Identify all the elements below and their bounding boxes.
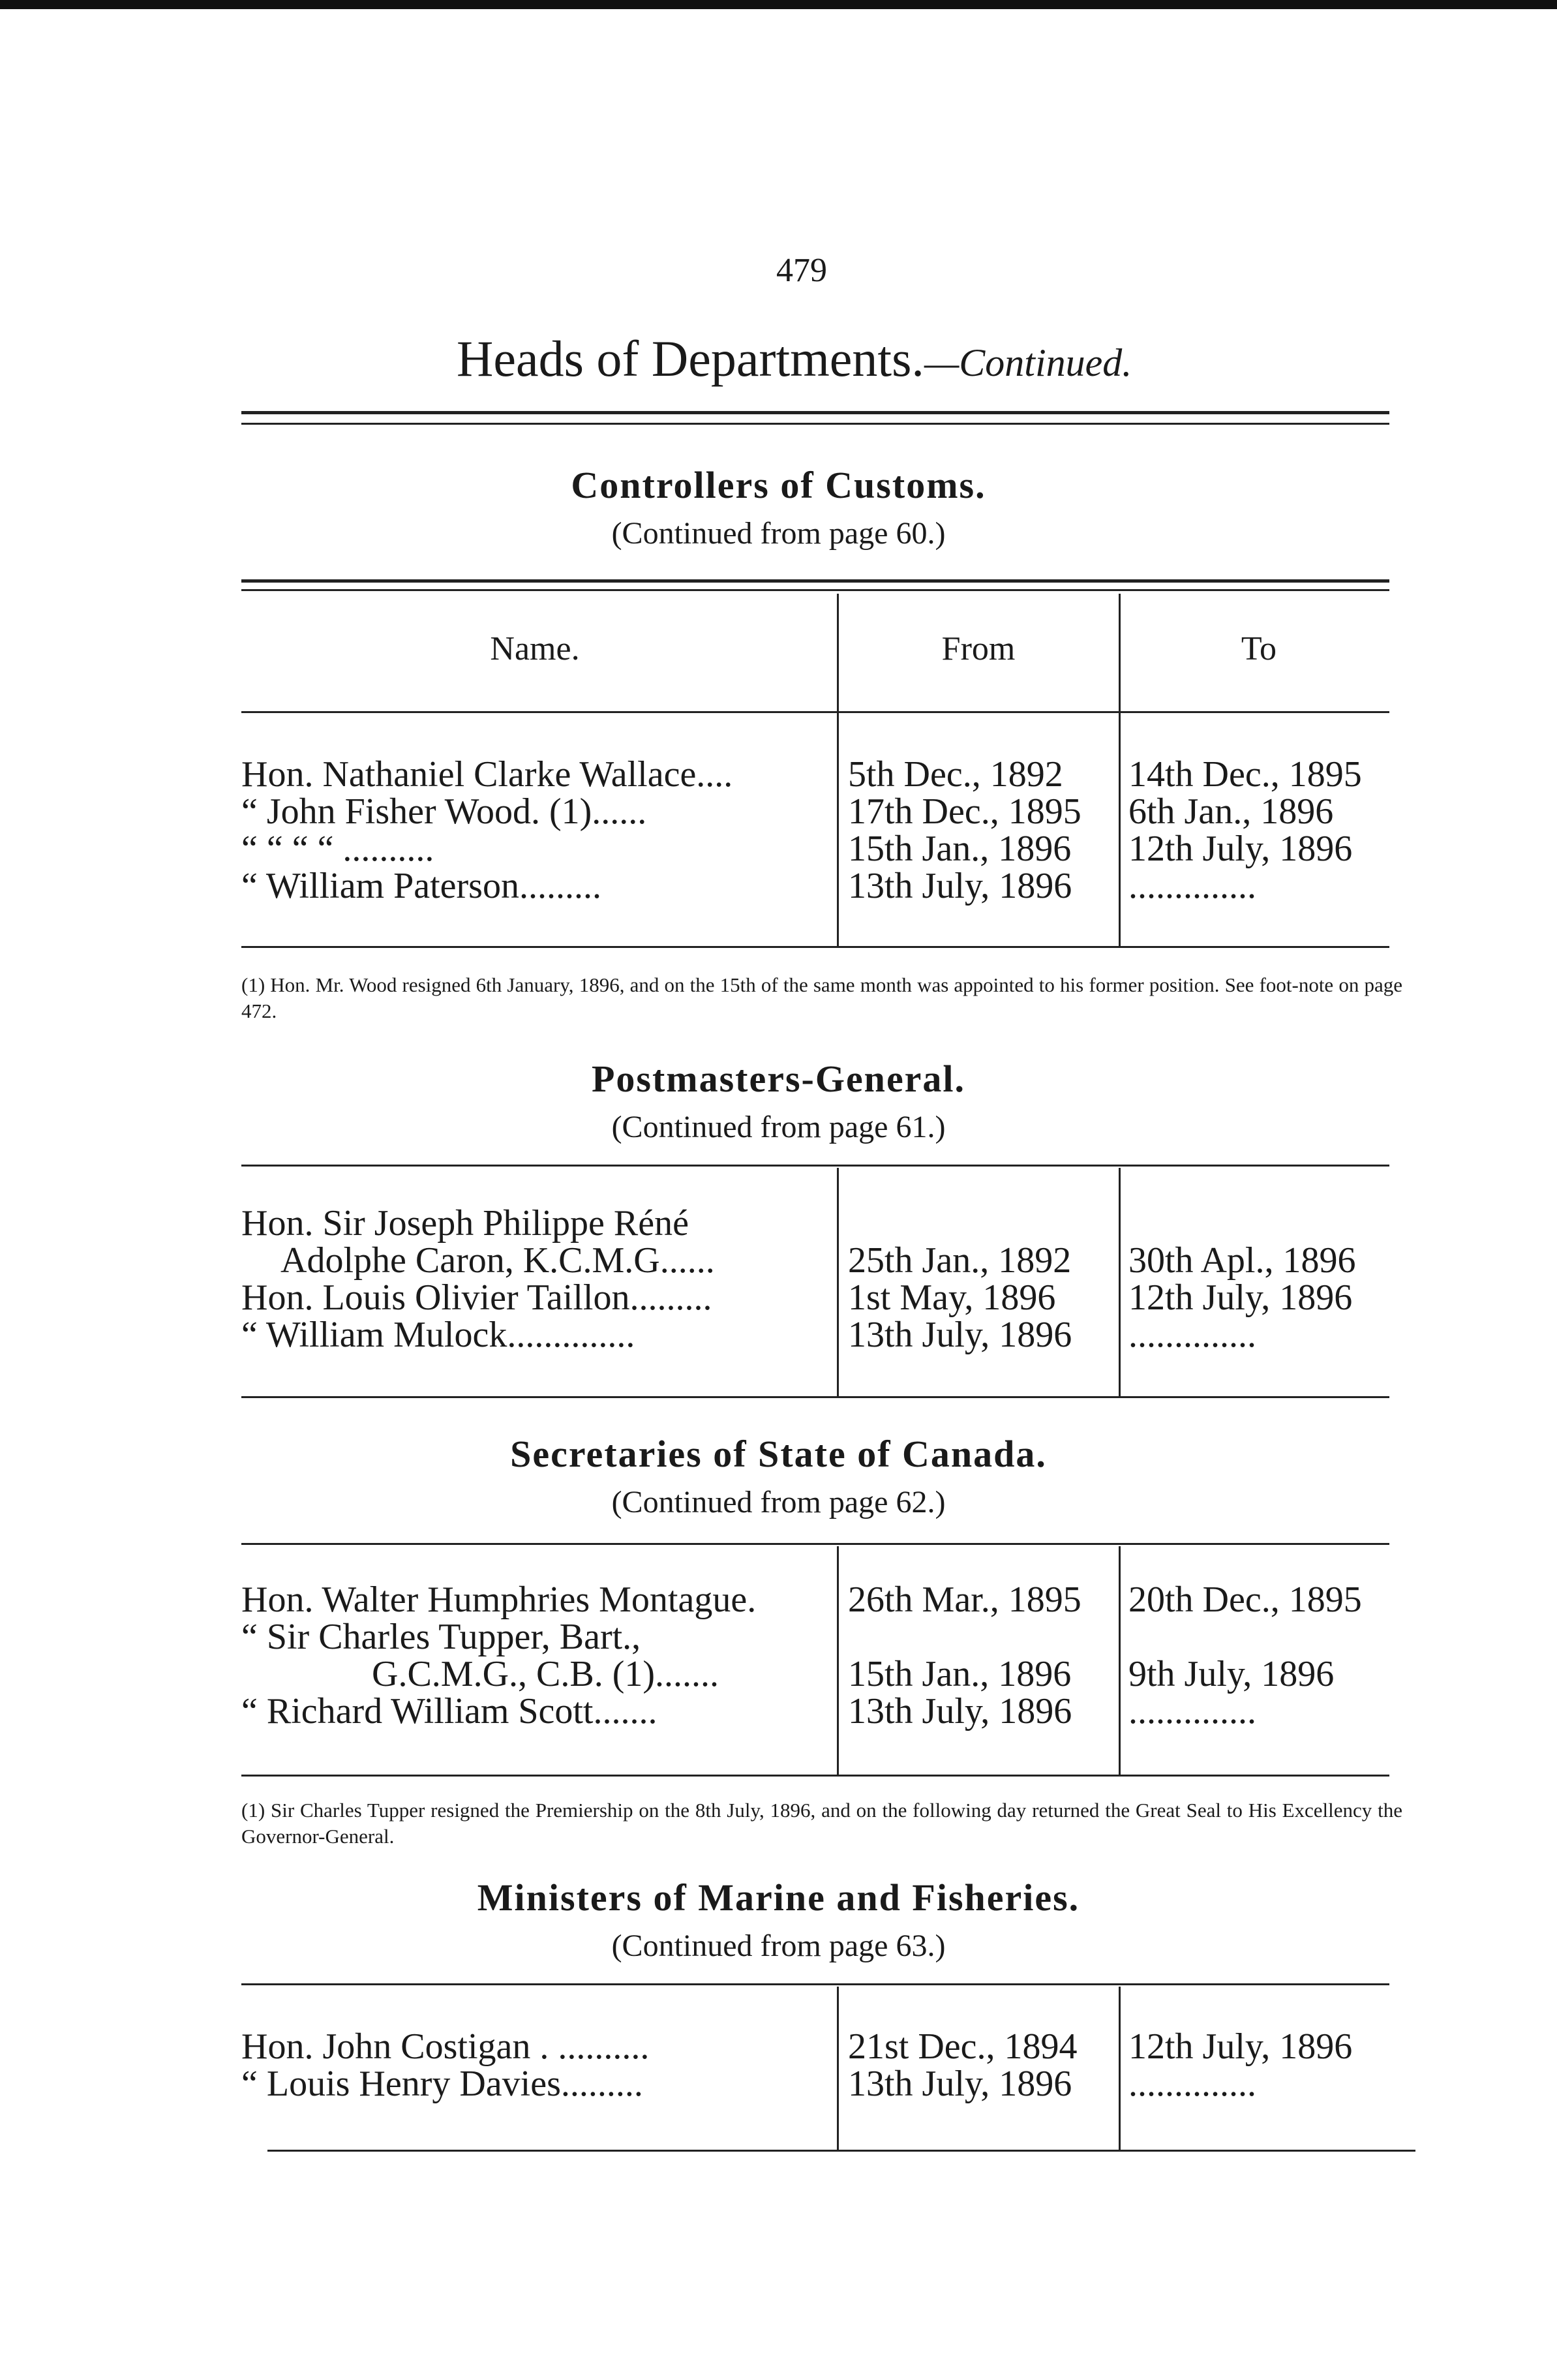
- row-to: 12th July, 1896: [1128, 1277, 1353, 1318]
- row-from: 13th July, 1896: [848, 866, 1072, 906]
- row-name: Adolphe Caron, K.C.M.G......: [280, 1240, 715, 1281]
- row-name: Hon. Nathaniel Clarke Wallace....: [241, 754, 733, 795]
- row-name: Hon. Sir Joseph Philippe Réné: [241, 1203, 689, 1243]
- table-rule-bottom: [241, 1775, 1389, 1777]
- table-rule-top: [241, 1165, 1389, 1167]
- column-header-to: To: [1241, 630, 1277, 667]
- header-rule: [241, 711, 1389, 713]
- column-divider: [837, 1546, 839, 1775]
- row-from: 17th Dec., 1895: [848, 791, 1081, 832]
- row-to: ..............: [1128, 2064, 1256, 2104]
- section-subheading-postmasters: (Continued from page 61.): [611, 1110, 946, 1144]
- row-name: “ Louis Henry Davies.........: [241, 2064, 643, 2104]
- row-name: Hon. Louis Olivier Taillon.........: [241, 1277, 712, 1318]
- table-rule-top: [241, 579, 1389, 583]
- row-from: 5th Dec., 1892: [848, 754, 1063, 795]
- column-divider: [837, 1987, 839, 2150]
- row-from: 21st Dec., 1894: [848, 2026, 1078, 2067]
- page-title: [457, 329, 1132, 388]
- table-rule-top: [241, 1543, 1389, 1545]
- row-to: 9th July, 1896: [1128, 1654, 1335, 1694]
- column-header-name: Name.: [490, 630, 580, 667]
- section-subheading-customs: (Continued from page 60.): [611, 516, 946, 551]
- row-to: 30th Apl., 1896: [1128, 1240, 1356, 1281]
- column-divider: [1119, 1168, 1121, 1396]
- column-divider: [1119, 1546, 1121, 1775]
- row-to: ..............: [1128, 866, 1256, 906]
- column-divider: [837, 594, 839, 946]
- row-to: 12th July, 1896: [1128, 829, 1353, 869]
- row-name: “ “ “ “ ..........: [241, 829, 434, 869]
- table-rule-bottom: [241, 946, 1389, 948]
- row-name: “ William Mulock..............: [241, 1315, 635, 1355]
- footnote: (1) Sir Charles Tupper resigned the Premiership on the 8th July, 1896, and on the following day returned the Great Seal to His Excellency the Governor-General.: [241, 1799, 1402, 1848]
- page-title-continued: —Continued.: [924, 341, 1132, 384]
- row-name: G.C.M.G., C.B. (1).......: [372, 1654, 719, 1694]
- row-from: 13th July, 1896: [848, 1691, 1072, 1732]
- section-heading-marine: Ministers of Marine and Fisheries.: [477, 1876, 1080, 1919]
- row-to: 12th July, 1896: [1128, 2026, 1353, 2067]
- row-to: 14th Dec., 1895: [1128, 754, 1362, 795]
- title-rule-lower: [241, 423, 1389, 425]
- table-rule-bottom: [267, 2150, 1415, 2152]
- page-number: 479: [776, 252, 827, 289]
- row-name: “ Richard William Scott.......: [241, 1691, 658, 1732]
- title-rule-upper: [241, 411, 1389, 414]
- row-to: 20th Dec., 1895: [1128, 1579, 1362, 1620]
- row-from: 13th July, 1896: [848, 2064, 1072, 2104]
- footnote: (1) Hon. Mr. Wood resigned 6th January, 1896, and on the 15th of the same month was appointed to his former position. See foot-note on page 472.: [241, 973, 1402, 1022]
- column-divider: [1119, 594, 1121, 946]
- section-heading-customs: Controllers of Customs.: [571, 464, 986, 506]
- row-from: 15th Jan., 1896: [848, 829, 1072, 869]
- row-name: “ Sir Charles Tupper, Bart.,: [241, 1617, 641, 1657]
- section-heading-postmasters: Postmasters-General.: [591, 1058, 966, 1100]
- row-to: ..............: [1128, 1691, 1256, 1732]
- row-from: 15th Jan., 1896: [848, 1654, 1072, 1694]
- page-title-text: Heads of Departments.: [457, 330, 924, 387]
- row-name: “ John Fisher Wood. (1)......: [241, 791, 647, 832]
- table-rule-top: [241, 1983, 1389, 1985]
- scan-top-border: [0, 0, 1557, 9]
- table-rule-top-inner: [241, 589, 1389, 591]
- row-from: 13th July, 1896: [848, 1315, 1072, 1355]
- column-header-from: From: [941, 630, 1016, 667]
- row-to: 6th Jan., 1896: [1128, 791, 1334, 832]
- column-divider: [1119, 1987, 1121, 2150]
- row-name: Hon. Walter Humphries Montague.: [241, 1579, 757, 1620]
- row-name: Hon. John Costigan . ..........: [241, 2026, 650, 2067]
- section-subheading-marine: (Continued from page 63.): [611, 1929, 946, 1963]
- section-heading-secretaries: Secretaries of State of Canada.: [510, 1433, 1047, 1475]
- section-subheading-secretaries: (Continued from page 62.): [611, 1485, 946, 1519]
- row-from: 25th Jan., 1892: [848, 1240, 1072, 1281]
- row-from: 1st May, 1896: [848, 1277, 1056, 1318]
- table-rule-bottom: [241, 1396, 1389, 1398]
- row-from: 26th Mar., 1895: [848, 1579, 1081, 1620]
- row-to: ..............: [1128, 1315, 1256, 1355]
- row-name: “ William Paterson.........: [241, 866, 601, 906]
- column-divider: [837, 1168, 839, 1396]
